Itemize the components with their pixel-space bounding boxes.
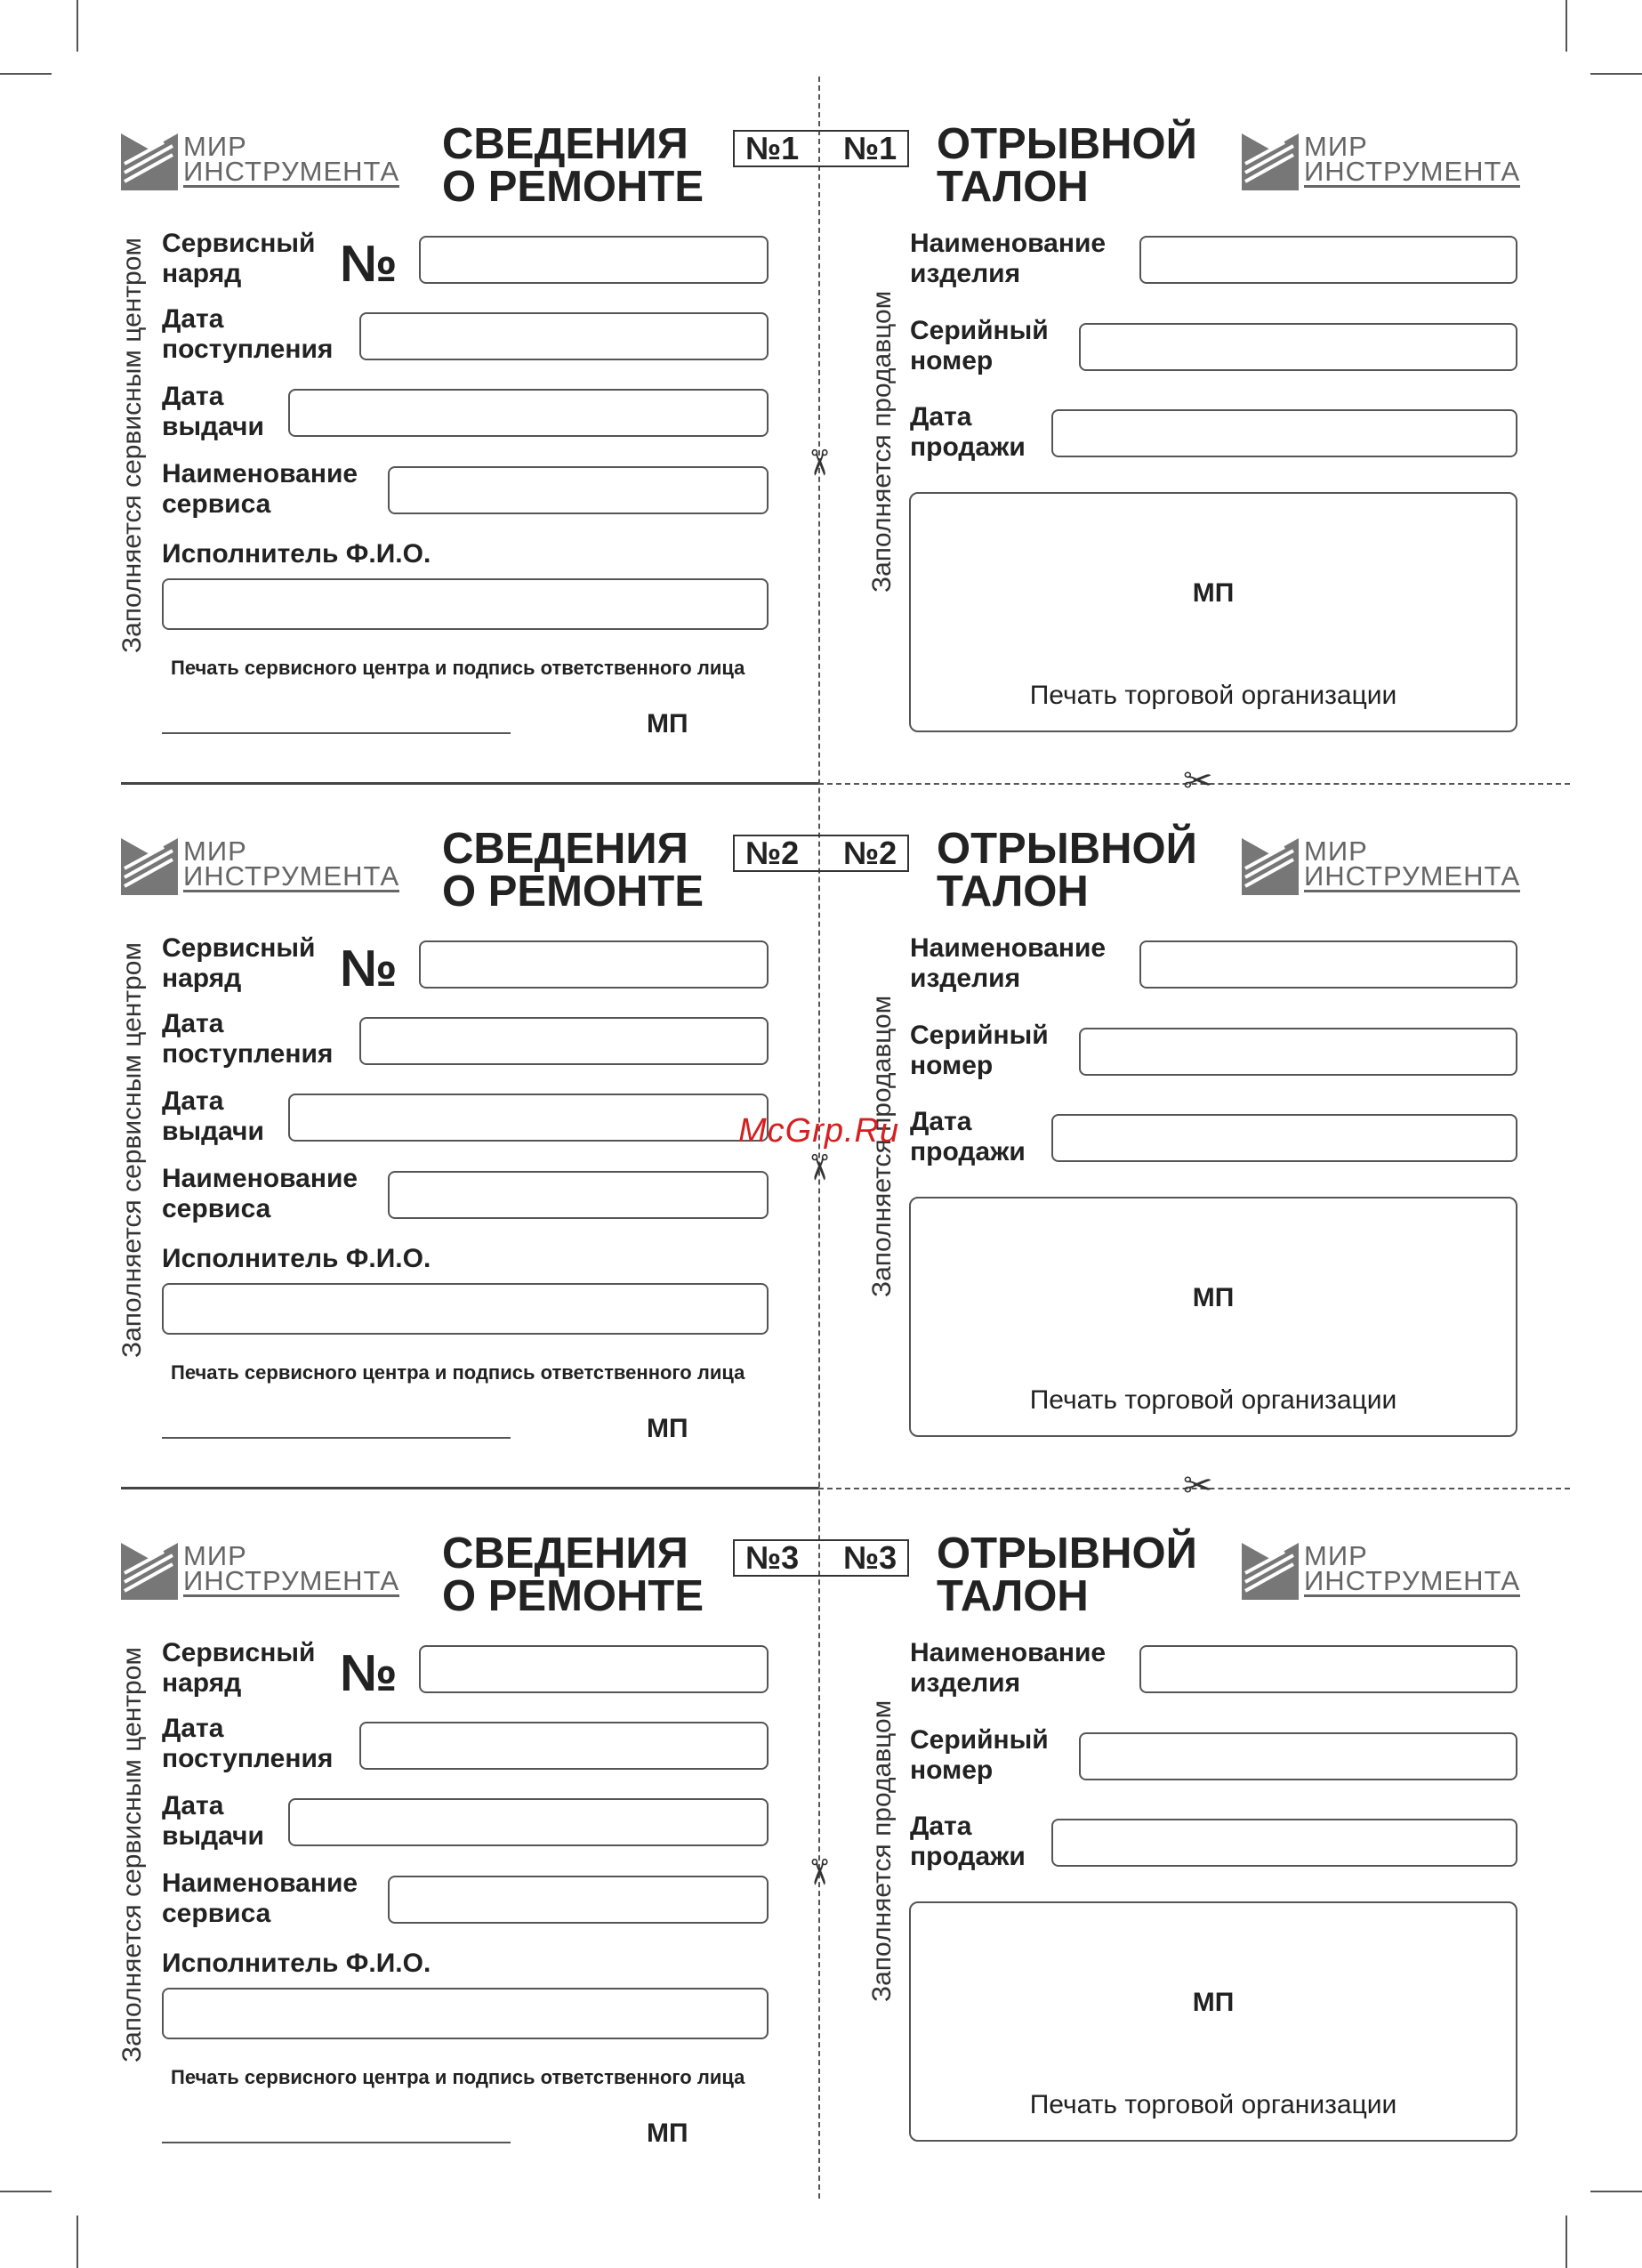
number-sign: № (340, 940, 398, 997)
executor-field[interactable] (162, 578, 769, 630)
logo-mark-icon (121, 1538, 178, 1602)
label-executor: Исполнитель Ф.И.О. (162, 1244, 431, 1273)
label-service-order: Сервисный наряд (162, 229, 316, 288)
brand-name-line1: МИР (183, 1540, 247, 1571)
brand-logo (1242, 125, 1522, 196)
label-service-name: Наименование сервиса (162, 1868, 358, 1928)
label-date-received: Дата поступления (162, 1009, 334, 1069)
brand-logo (121, 1534, 401, 1605)
side-label-service: Заполняется сервисным центром (117, 237, 147, 653)
tear-off-title (937, 120, 1197, 211)
stamp-mark: МП (647, 1414, 688, 1443)
title-line2: ТАЛОН (937, 163, 1089, 211)
trade-stamp-caption: Печать торговой организации (1029, 1385, 1397, 1415)
label-product-name: Наименование изделия (910, 933, 1107, 993)
serial-number-field[interactable] (1079, 1732, 1517, 1780)
brand-name-line2: ИНСТРУМЕНТА (183, 1565, 400, 1596)
stamp-mark: МП (1192, 1283, 1235, 1312)
warranty-section-3 (0, 1409, 1642, 2148)
brand-name-line1: МИР (183, 835, 247, 867)
signature-caption: Печать сервисного центра и подпись ответственного лица (171, 657, 745, 679)
tear-off-title (937, 825, 1197, 916)
brand-logo (121, 829, 401, 900)
title-line1: СВЕДЕНИЯ (442, 120, 688, 168)
label-date-issued: Дата выдачи (162, 382, 264, 441)
label-date-received: Дата поступления (162, 1714, 334, 1773)
label-service-name: Наименование сервиса (162, 459, 358, 519)
brand-name-line1: МИР (183, 131, 247, 162)
service-name-field[interactable] (388, 466, 769, 514)
watermark: McGrp.Ru (738, 1112, 900, 1150)
title-line2: О РЕМОНТЕ (442, 868, 704, 916)
side-label-service: Заполняется сервисным центром (117, 941, 147, 1358)
label-date-issued: Дата выдачи (162, 1086, 264, 1146)
title-line2: О РЕМОНТЕ (442, 1572, 704, 1620)
title-line1: СВЕДЕНИЯ (442, 1529, 688, 1578)
brand-name-line1: МИР (1304, 1540, 1368, 1571)
crop-mark (1590, 2191, 1642, 2192)
brand-name-line1: МИР (1304, 835, 1368, 867)
brand-name-line2: ИНСТРУМЕНТА (183, 156, 400, 187)
executor-field[interactable] (162, 1988, 769, 2039)
product-name-field[interactable] (1139, 1645, 1517, 1693)
label-sale-date: Дата продажи (910, 402, 1026, 462)
executor-field[interactable] (162, 1283, 769, 1335)
logo-mark-icon (1242, 1538, 1299, 1602)
brand-name-line1: МИР (1304, 131, 1368, 162)
label-serial-number: Серийный номер (910, 1021, 1049, 1080)
crop-mark (0, 2191, 52, 2192)
trade-stamp-box[interactable] (909, 1901, 1517, 2142)
section-number-left: №1 (745, 130, 800, 166)
warranty-section-2 (0, 705, 1642, 1443)
title-line1: ОТРЫВНОЙ (937, 1529, 1197, 1578)
section-number-left: №2 (745, 835, 800, 871)
title-line2: ТАЛОН (937, 1572, 1089, 1620)
stamp-mark: МП (1192, 1988, 1235, 2017)
service-order-field[interactable] (419, 1645, 769, 1693)
service-order-field[interactable] (419, 236, 769, 284)
date-received-field[interactable] (359, 1017, 769, 1065)
brand-name-line2: ИНСТРУМЕНТА (1304, 1565, 1521, 1596)
logo-mark-icon (1242, 128, 1299, 192)
date-issued-field[interactable] (288, 1798, 769, 1846)
side-label-seller: Заполняется продавцом (867, 1699, 897, 2002)
serial-number-field[interactable] (1079, 323, 1517, 371)
title-line1: ОТРЫВНОЙ (937, 825, 1197, 873)
title-line1: СВЕДЕНИЯ (442, 825, 688, 873)
brand-logo (121, 125, 401, 196)
label-serial-number: Серийный номер (910, 316, 1049, 375)
scissors-icon: ✂ (798, 1152, 838, 1182)
logo-mark-icon (1242, 833, 1299, 897)
sale-date-field[interactable] (1051, 409, 1517, 457)
side-label-seller: Заполняется продавцом (867, 290, 897, 593)
repair-info-title (442, 120, 704, 211)
side-label-service: Заполняется сервисным центром (117, 1646, 147, 2062)
brand-name-line2: ИНСТРУМЕНТА (183, 860, 400, 892)
brand-name-line2: ИНСТРУМЕНТА (1304, 156, 1521, 187)
scissors-icon: ✂ (798, 448, 838, 478)
tear-off-title (937, 1529, 1197, 1620)
logo-mark-icon (121, 128, 178, 192)
label-sale-date: Дата продажи (910, 1812, 1026, 1871)
scissors-icon: ✂ (1183, 762, 1213, 801)
label-date-received: Дата поступления (162, 304, 334, 364)
section-number-box (733, 130, 909, 167)
scissors-icon: ✂ (1183, 1466, 1213, 1505)
stamp-mark: МП (647, 2119, 688, 2148)
label-product-name: Наименование изделия (910, 1638, 1107, 1698)
section-number-box (733, 835, 909, 872)
service-name-field[interactable] (388, 1876, 769, 1924)
label-executor: Исполнитель Ф.И.О. (162, 1949, 431, 1978)
section-number-box (733, 1539, 909, 1577)
label-service-order: Сервисный наряд (162, 1638, 316, 1698)
sale-date-field[interactable] (1051, 1114, 1517, 1162)
side-label-seller: Заполняется продавцом (867, 995, 897, 1297)
label-service-order: Сервисный наряд (162, 933, 316, 993)
product-name-field[interactable] (1139, 940, 1517, 989)
trade-stamp-box[interactable] (909, 492, 1517, 732)
section-number-right: №2 (843, 835, 897, 871)
section-number-right: №3 (843, 1539, 897, 1576)
signature-caption: Печать сервисного центра и подпись ответственного лица (171, 1361, 745, 1384)
title-line2: ТАЛОН (937, 868, 1089, 916)
number-sign: № (340, 1644, 398, 1702)
logo-mark-icon (121, 833, 178, 897)
repair-info-title (442, 1529, 704, 1620)
signature-caption: Печать сервисного центра и подпись ответственного лица (171, 2066, 745, 2088)
sale-date-field[interactable] (1051, 1819, 1517, 1867)
trade-stamp-box[interactable] (909, 1197, 1517, 1437)
serial-number-field[interactable] (1079, 1028, 1517, 1076)
section-number-left: №3 (745, 1539, 800, 1576)
date-received-field[interactable] (359, 312, 769, 360)
warranty-section-1 (0, 0, 1642, 739)
brand-name-line2: ИНСТРУМЕНТА (1304, 860, 1521, 892)
scissors-icon: ✂ (798, 1857, 838, 1887)
section-number-right: №1 (843, 130, 897, 166)
service-name-field[interactable] (388, 1171, 769, 1219)
trade-stamp-caption: Печать торговой организации (1029, 2090, 1397, 2119)
signature-line (162, 2142, 511, 2143)
label-date-issued: Дата выдачи (162, 1791, 264, 1851)
label-serial-number: Серийный номер (910, 1725, 1049, 1785)
stamp-mark: МП (1192, 578, 1235, 608)
title-line2: О РЕМОНТЕ (442, 163, 704, 211)
label-product-name: Наименование изделия (910, 229, 1107, 288)
label-service-name: Наименование сервиса (162, 1164, 358, 1223)
date-received-field[interactable] (359, 1722, 769, 1770)
crop-mark (76, 2216, 78, 2268)
label-executor: Исполнитель Ф.И.О. (162, 539, 431, 569)
service-order-field[interactable] (419, 940, 769, 989)
date-issued-field[interactable] (288, 389, 769, 437)
brand-logo (1242, 1534, 1522, 1605)
trade-stamp-caption: Печать торговой организации (1029, 681, 1397, 710)
brand-logo (1242, 829, 1522, 900)
title-line1: ОТРЫВНОЙ (937, 120, 1197, 168)
stamp-mark: МП (647, 709, 688, 739)
date-issued-field[interactable] (288, 1094, 769, 1142)
crop-mark (1566, 2216, 1567, 2268)
number-sign: № (340, 235, 398, 293)
label-sale-date: Дата продажи (910, 1107, 1026, 1166)
product-name-field[interactable] (1139, 236, 1517, 284)
repair-info-title (442, 825, 704, 916)
